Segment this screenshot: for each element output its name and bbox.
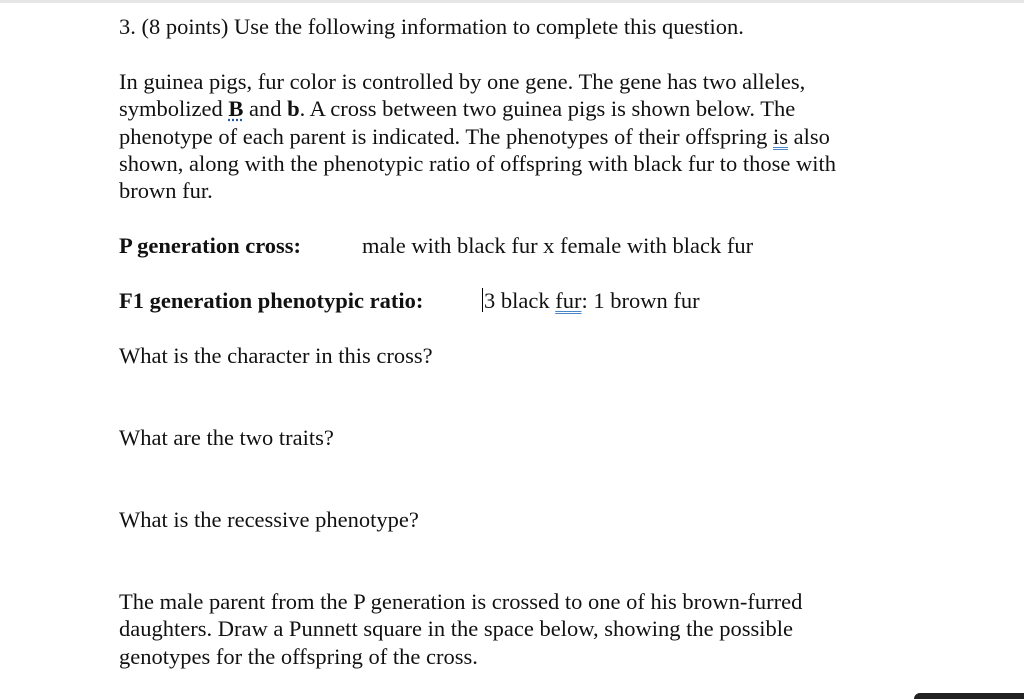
question-traits: What are the two traits? (119, 425, 334, 450)
window-corner-bar (914, 693, 1024, 699)
question-header: 3. (8 points) Use the following information to complete this question. (119, 14, 744, 39)
final-paragraph: The male parent from the P generation is crossed to one of his brown-furred daughters. Draw a Punnett square in the space below, showing the possible genotypes for the offspring of the cross. (119, 589, 803, 669)
intro-text-2: . A cross between two guinea pigs is shown below. The phenotype of each parent is indicated. The phenotypes of their offspring (119, 96, 796, 149)
p-generation-label: P generation cross: (119, 233, 302, 258)
intro-text-1: In guinea pigs, fur color is controlled by one gene. The gene has two alleles, symbolized (119, 69, 806, 122)
intro-paragraph (119, 68, 889, 204)
text-cursor (482, 288, 483, 312)
page-top-border (0, 0, 1024, 3)
grammar-flag-fur: fur (555, 288, 582, 313)
question-recessive: What is the recessive phenotype? (119, 507, 419, 532)
intro-and: and (243, 96, 288, 122)
recessive-allele: b (287, 96, 300, 122)
f1-generation-value[interactable]: 3 black fur: 1 brown fur (484, 288, 700, 313)
intro-text-3: also shown, along with the phenotypic ratio of offspring with black fur to those with brown fur. (119, 123, 836, 204)
p-generation-value: male with black fur x female with black fur (362, 233, 754, 258)
dominant-allele: B (228, 96, 244, 122)
f1-generation-label: F1 generation phenotypic ratio: (119, 288, 424, 313)
grammar-flag-is: is (772, 123, 788, 149)
question-character: What is the character in this cross? (119, 343, 433, 368)
